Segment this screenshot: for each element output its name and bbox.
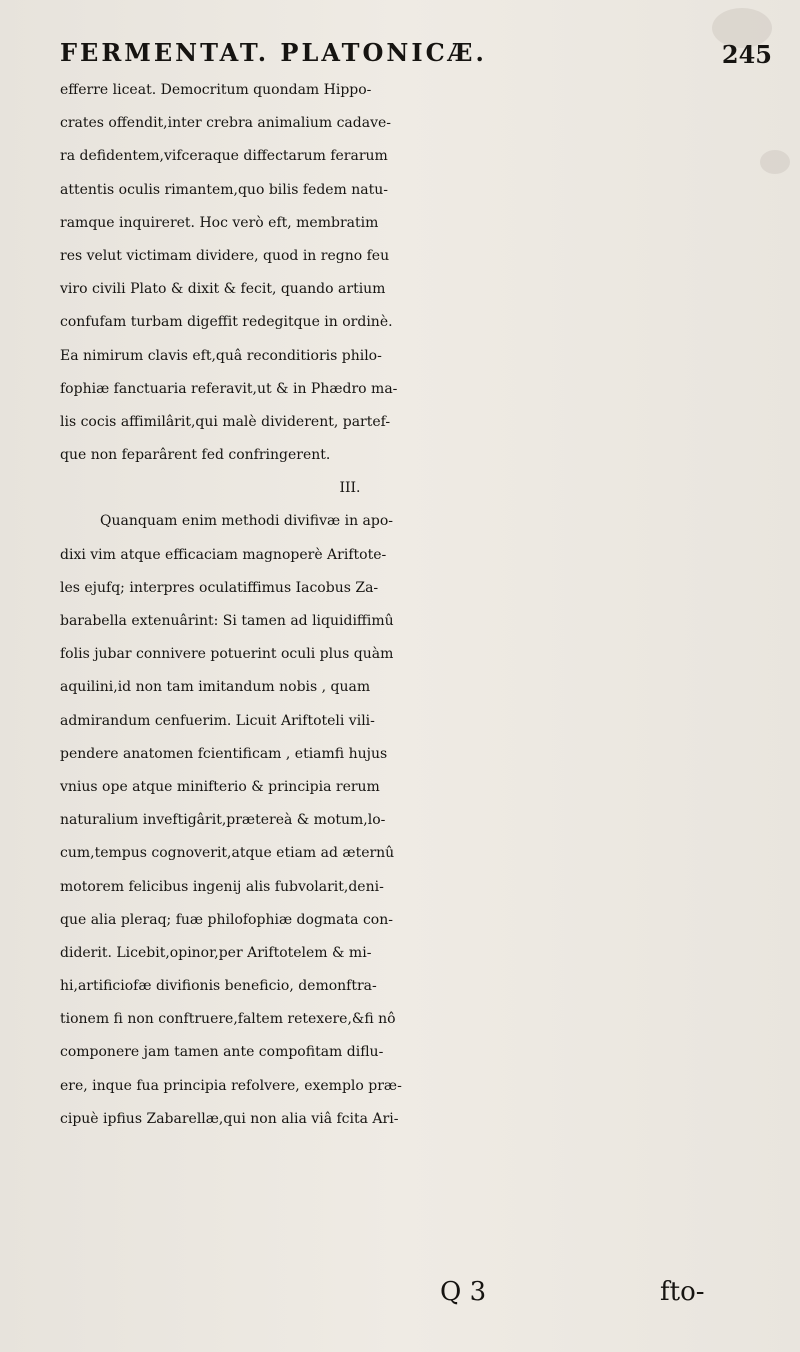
text-line: ramque inquireret. Hoc verò eft, membratim bbox=[60, 214, 379, 231]
text-line: hi,artificiofæ divifionis beneficio, demonftra- bbox=[60, 978, 377, 995]
page-header bbox=[60, 36, 780, 76]
page-footer bbox=[60, 1275, 780, 1315]
text-line: attentis oculis rimantem,quo bilis fedem natu- bbox=[60, 181, 389, 198]
text-line: fophiæ fanctuaria referavit,ut & in Phædro ma- bbox=[60, 380, 398, 397]
text-line: res velut victimam dividere, quod in regno feu bbox=[60, 247, 390, 264]
text-line: aquilini,id non tam imitandum nobis , quam bbox=[60, 679, 371, 696]
text-line: folis jubar connivere potuerint oculi plus quàm bbox=[60, 646, 394, 663]
text-line: viro civili Plato & dixit & fecit, quando artium bbox=[60, 281, 386, 298]
text-line: que non feparârent fed confringerent. bbox=[60, 447, 331, 464]
text-line: naturalium inveftigârit,prætereà & motum,lo- bbox=[60, 812, 386, 829]
text-line: tionem fi non conftruere,faltem retexere,&fi nô bbox=[60, 1011, 396, 1028]
text-line: cipuè ipfius Zabarellæ,qui non alia viâ fcita Ari- bbox=[60, 1110, 399, 1127]
text-line: barabella extenuârint: Si tamen ad liquidiffimû bbox=[60, 613, 394, 629]
text-line: ere, inque fua principia refolvere, exemplo præ- bbox=[60, 1077, 402, 1094]
text-line: crates offendit,inter crebra animalium cadave- bbox=[60, 115, 392, 132]
text-line: lis cocis affimilârit,qui malè dividerent, partef- bbox=[60, 413, 391, 430]
text-line: admirandum cenfuerim. Licuit Ariftoteli vili- bbox=[60, 712, 375, 729]
page-number: 245 bbox=[721, 40, 772, 69]
signature-mark: Q 3 bbox=[440, 1277, 487, 1307]
text-line: pendere anatomen fcientificam , etiamfi hujus bbox=[60, 745, 388, 762]
text-line: ra defidentem,vifceraque diffectarum ferarum bbox=[60, 148, 388, 165]
text-line: componere jam tamen ante compofitam diflu- bbox=[60, 1044, 384, 1061]
text-line: dixi vim atque efficaciam magnoperè Ariftote- bbox=[60, 546, 387, 563]
section-numeral: III. bbox=[339, 480, 361, 497]
text-line: efferre liceat. Democritum quondam Hippo- bbox=[60, 82, 372, 98]
running-head: FERMENTAT. PLATONICÆ. bbox=[60, 38, 487, 67]
text-line: diderit. Licebit,opinor,per Ariftotelem & mi- bbox=[60, 944, 372, 961]
text-line: les ejufq; interpres oculatiffimus Iacobus Za- bbox=[60, 579, 379, 596]
text-line: Quanquam enim methodi divifivæ in apo- bbox=[100, 513, 394, 530]
text-line: que alia pleraq; fuæ philofophiæ dogmata con- bbox=[60, 911, 393, 928]
text-line: vnius ope atque minifterio & principia rerum bbox=[60, 778, 380, 795]
text-line: cum,tempus cognoverit,atque etiam ad æternû bbox=[60, 845, 395, 862]
body-text bbox=[60, 74, 780, 1136]
catchword: fto- bbox=[660, 1277, 705, 1307]
text-line: confufam turbam digeffit redegitque in ordinè. bbox=[60, 314, 393, 331]
text-line: motorem felicibus ingenij alis fubvolarit,deni- bbox=[60, 878, 384, 895]
text-line: Ea nimirum clavis eft,quâ reconditioris philo- bbox=[60, 347, 382, 364]
